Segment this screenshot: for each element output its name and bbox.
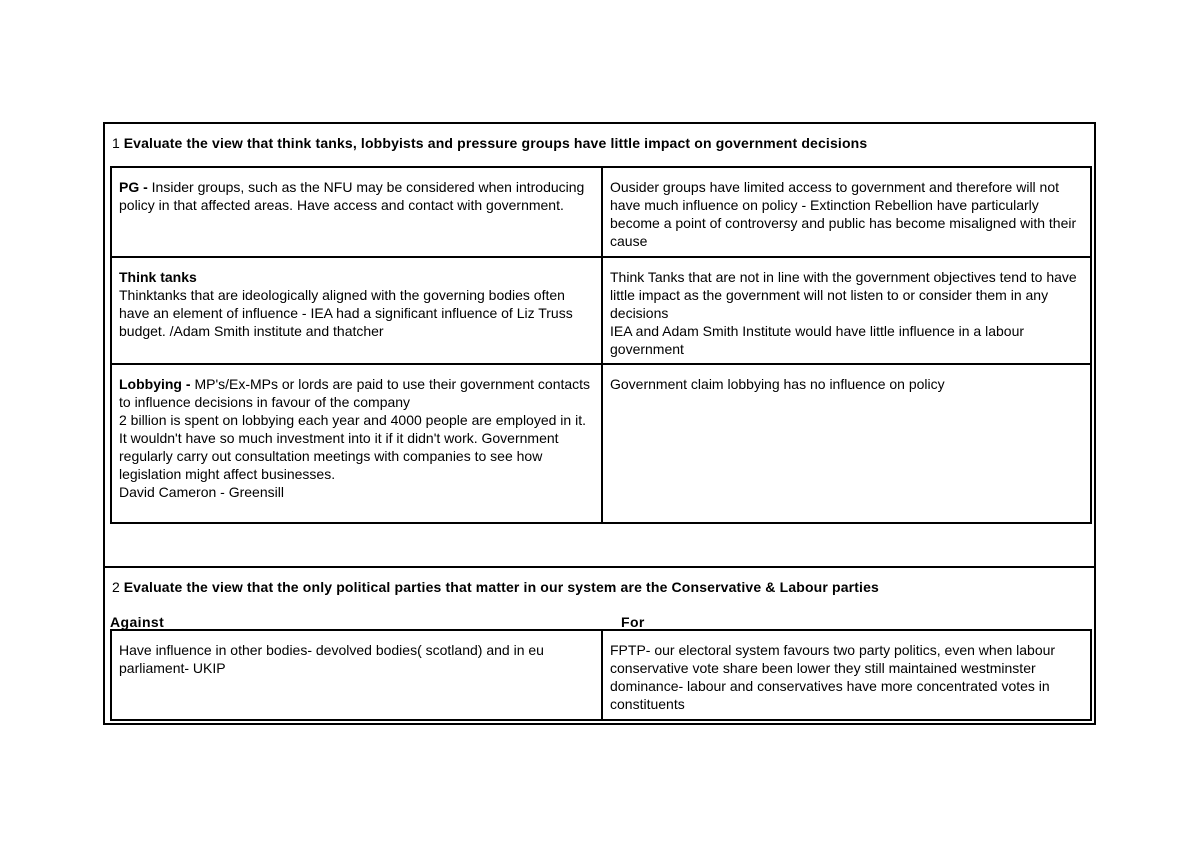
cell-text: MP's/Ex-MPs or lords are paid to use their government contacts to influence decisions in favour of the company	[119, 376, 591, 410]
cell-text: Insider groups, such as the NFU may be considered when introducing policy in that affected areas. Have access and contact with government.	[119, 179, 585, 213]
table-row	[111, 167, 1091, 257]
table-row	[111, 257, 1091, 364]
against-label: Against	[110, 614, 165, 630]
cell-text: IEA and Adam Smith Institute would have little influence in a labour government	[610, 323, 1025, 357]
question-2-table	[110, 629, 1092, 721]
cell-text: Government claim lobbying has no influence on policy	[610, 376, 945, 392]
cell-text: 2 billion is spent on lobbying each year and 4000 people are employed in it. It wouldn't have so much investment into it if it didn't work. Government regularly carry out consultation meetings with companies to see how legislation might affect businesses.	[119, 412, 586, 482]
cell-text: Ousider groups have limited access to government and therefore will not have much influence on policy - Extinction Rebellion have particularly become a point of controversy and public has become misaligned with their cause	[610, 179, 1077, 249]
against-cell	[111, 630, 602, 720]
question-1-text: Evaluate the view that think tanks, lobbyists and pressure groups have little impact on government decisions	[123, 135, 868, 151]
cell-text: Think Tanks that are not in line with the government objectives tend to have little impact as the government will not listen to or consider them in any decisions	[610, 269, 1077, 321]
pressure-groups-against-cell	[602, 167, 1091, 257]
lobbying-for-cell	[111, 364, 602, 523]
table-row	[111, 364, 1091, 523]
question-2-number: 2	[112, 579, 120, 595]
question-2-heading	[112, 578, 879, 596]
lobbying-against-cell	[602, 364, 1091, 523]
question-2-text: Evaluate the view that the only political parties that matter in our system are the Conservative & Labour parties	[123, 579, 879, 595]
question-1-table	[110, 166, 1092, 524]
cell-text: Thinktanks that are ideologically aligned with the governing bodies often have an element of influence - IEA had a significant influence of Liz Truss budget. /Adam Smith institute and thatcher	[119, 287, 573, 339]
cell-heading: PG -	[119, 179, 148, 195]
question-1-heading	[112, 134, 867, 152]
for-cell	[602, 630, 1091, 720]
section-divider	[105, 566, 1094, 568]
question-1-number: 1	[112, 135, 120, 151]
cell-heading: Lobbying -	[119, 376, 191, 392]
table-row	[111, 630, 1091, 720]
pressure-groups-for-cell	[111, 167, 602, 257]
cell-heading: Think tanks	[119, 269, 197, 285]
for-label: For	[621, 614, 645, 630]
worksheet-frame	[103, 122, 1096, 725]
think-tanks-for-cell	[111, 257, 602, 364]
cell-text: FPTP- our electoral system favours two party politics, even when labour conservative vote share been lower they still maintained westminster dominance- labour and conservatives have more concentrated votes in constituents	[610, 642, 1056, 712]
cell-text: David Cameron - Greensill	[119, 484, 284, 500]
think-tanks-against-cell	[602, 257, 1091, 364]
cell-text: Have influence in other bodies- devolved bodies( scotland) and in eu parliament- UKIP	[119, 642, 544, 676]
